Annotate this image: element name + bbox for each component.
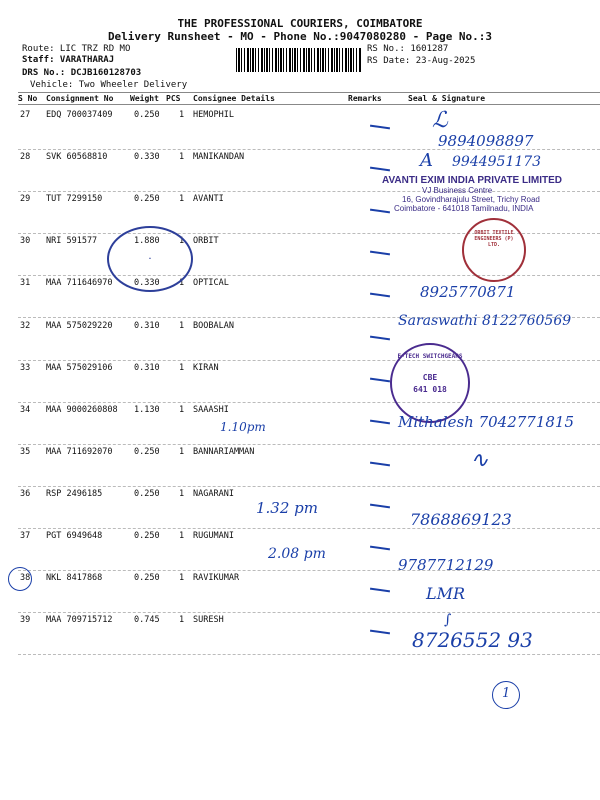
row-weight: 0.330	[134, 278, 160, 289]
handwriting-phone-34: Mithalesh 7042771815	[398, 413, 575, 431]
row-sno: 32	[20, 320, 31, 331]
header-bottom-rule	[18, 104, 600, 105]
postal-stamp: .	[107, 226, 193, 292]
circle-mark-38	[8, 567, 32, 591]
row-consignee: SURESH	[193, 615, 224, 626]
row-consignment: RSP 2496185	[46, 488, 103, 499]
remark-dash	[370, 167, 390, 172]
avanti-stamp-line2: 16, Govindharajulu Street, Trichy Road	[402, 195, 540, 204]
row-weight: 0.250	[134, 446, 160, 457]
row-consignment: TUT 7299150	[46, 194, 103, 205]
remark-dash	[370, 419, 390, 424]
orbit-stamp-text: ORBIT TEXTILE ENGINEERS (P) LTD.	[474, 230, 514, 248]
handwriting-time-37: 2.08 pm	[268, 546, 326, 562]
handwriting-time-36: 1.32 pm	[256, 499, 318, 517]
row-weight: 0.250	[134, 488, 160, 499]
remark-dash	[370, 335, 390, 340]
barcode	[236, 48, 362, 72]
col-remarks: Remarks	[348, 94, 382, 103]
page-subtitle: Delivery Runsheet - MO - Phone No.:9047080280 - Page No.:3	[107, 30, 493, 43]
etech-stamp	[390, 343, 470, 423]
staff-label: Staff: VARATHARAJ	[22, 55, 115, 65]
col-consignment: Consignment No	[46, 94, 114, 103]
row-consignment: NRI 591577	[46, 236, 98, 247]
drs-label: DRS No.: DCJB160128703	[22, 68, 142, 78]
avanti-stamp	[382, 175, 582, 213]
row-pcs: 1	[179, 152, 185, 163]
row-pcs: 1	[179, 194, 185, 205]
etech-stamp-name: E-TECH SWITCHGEARS	[397, 353, 463, 360]
signature-28: A	[420, 150, 433, 171]
row-pcs: 1	[179, 615, 185, 626]
row-sno: 35	[20, 446, 31, 457]
row-consignee: RUGUMANI	[193, 531, 234, 541]
handwriting-phone-37: 9787712129	[398, 556, 494, 574]
col-weight: Weight	[130, 94, 159, 103]
table-row	[0, 445, 600, 487]
row-weight: 0.250	[134, 110, 160, 120]
handwriting-phone-28: 9944951173	[452, 154, 542, 170]
row-consignee: BOOBALAN	[193, 320, 234, 331]
signature-39: ∫	[444, 612, 452, 628]
remark-dash	[370, 461, 390, 466]
row-weight: 0.310	[134, 320, 160, 331]
row-consignment: MAA 575029106	[46, 362, 113, 373]
remark-dash	[370, 546, 390, 551]
handwriting-phone-39: 8726552 93	[412, 628, 533, 652]
row-consignment: MAA 711692070	[46, 446, 113, 457]
row-pcs: 1	[179, 110, 185, 120]
table-row	[0, 361, 600, 403]
handwriting-phone-27: 9894098897	[438, 132, 534, 150]
row-sno: 34	[20, 404, 31, 415]
row-consignee: ORBIT	[193, 236, 219, 247]
handwriting-38: LMR	[426, 584, 466, 603]
row-consignment: SVK 60568810	[46, 152, 108, 163]
row-consignee: MANIKANDAN	[193, 152, 245, 163]
row-consignment: MAA 709715712	[46, 615, 113, 626]
remark-dash	[370, 588, 390, 593]
row-consignee: RAVIKUMAR	[193, 573, 240, 584]
col-sno: S No	[18, 94, 38, 103]
row-sno: 27	[20, 110, 31, 120]
row-consignee: NAGARANI	[193, 488, 234, 499]
row-sno: 36	[20, 488, 31, 499]
row-sno: 37	[20, 531, 31, 541]
handwriting-phone-32: Saraswathi 8122760569	[398, 313, 572, 329]
page-mark-circle	[492, 681, 520, 709]
handwriting-time-34: 1.10pm	[220, 420, 266, 434]
page-mark-number: 1	[502, 686, 511, 701]
row-weight: 0.330	[134, 152, 160, 163]
remark-dash	[370, 251, 390, 256]
rs-date: RS Date: 23-Aug-2025	[367, 56, 476, 66]
etech-stamp-pin: 641 018	[413, 385, 447, 394]
row-consignment: MAA 711646970	[46, 278, 113, 289]
row-sno: 39	[20, 615, 31, 626]
page-title: THE PROFESSIONAL COURIERS, COIMBATORE	[177, 17, 423, 30]
row-consignment: MAA 9000260808	[46, 404, 118, 415]
route-label: Route: LIC TRZ RD MO	[22, 44, 131, 54]
row-pcs: 1	[179, 531, 185, 541]
row-rule	[18, 654, 600, 655]
etech-stamp-city: CBE	[422, 373, 438, 382]
row-weight: 1.880	[134, 236, 160, 247]
table-row	[0, 571, 600, 613]
row-consignee: SAAASHI	[193, 404, 229, 415]
row-pcs: 1	[179, 404, 185, 415]
row-weight: 0.250	[134, 573, 160, 584]
row-consignment: MAA 575029220	[46, 320, 113, 331]
col-seal: Seal & Signature	[408, 94, 486, 103]
row-consignment: EDQ 700037409	[46, 110, 113, 120]
remark-dash	[370, 630, 390, 635]
rs-no: RS No.: 1601287	[367, 44, 449, 54]
avanti-stamp-name: AVANTI EXIM INDIA PRIVATE LIMITED	[382, 175, 562, 186]
row-weight: 1.130	[134, 404, 160, 415]
header-top-rule	[18, 92, 600, 93]
row-pcs: 1	[179, 446, 185, 457]
signature-35: ∿	[470, 448, 489, 473]
row-sno: 38	[20, 573, 31, 584]
remark-dash	[370, 125, 390, 130]
row-pcs: 1	[179, 362, 185, 373]
handwriting-phone-31: 8925770871	[420, 283, 516, 301]
row-sno: 28	[20, 152, 31, 163]
handwriting-phone-36: 7868869123	[410, 510, 512, 529]
row-pcs: 1	[179, 278, 185, 289]
row-sno: 29	[20, 194, 31, 205]
row-consignee: HEMOPHIL	[193, 110, 234, 120]
row-sno: 30	[20, 236, 31, 247]
row-pcs: 1	[179, 573, 185, 584]
row-consignee: AVANTI	[193, 194, 224, 205]
avanti-stamp-line1: VJ Business Centre	[422, 186, 493, 195]
row-pcs: 1	[179, 320, 185, 331]
remark-dash	[370, 504, 390, 509]
row-consignee: KIRAN	[193, 362, 219, 373]
row-weight: 0.250	[134, 194, 160, 205]
remark-dash	[370, 377, 390, 382]
row-pcs: 1	[179, 488, 185, 499]
row-consignment: PGT 6949648	[46, 531, 103, 541]
remark-dash	[370, 293, 390, 298]
row-consignee: BANNARIAMMAN	[193, 446, 255, 457]
col-consignee: Consignee Details	[193, 94, 275, 103]
row-sno: 33	[20, 362, 31, 373]
row-weight: 0.250	[134, 531, 160, 541]
orbit-stamp	[462, 218, 526, 282]
vehicle-label: Vehicle: Two Wheeler Delivery	[30, 80, 188, 90]
avanti-stamp-line3: Coimbatore - 641018 Tamilnadu, INDIA	[394, 204, 534, 213]
col-pcs: PCS	[166, 94, 181, 103]
row-consignee: OPTICAL	[193, 278, 229, 289]
row-sno: 31	[20, 278, 31, 289]
row-consignment: NKL 8417868	[46, 573, 103, 584]
row-weight: 0.745	[134, 615, 160, 626]
row-pcs: 1	[179, 236, 185, 247]
signature-27: ℒ	[432, 108, 448, 133]
row-weight: 0.310	[134, 362, 160, 373]
